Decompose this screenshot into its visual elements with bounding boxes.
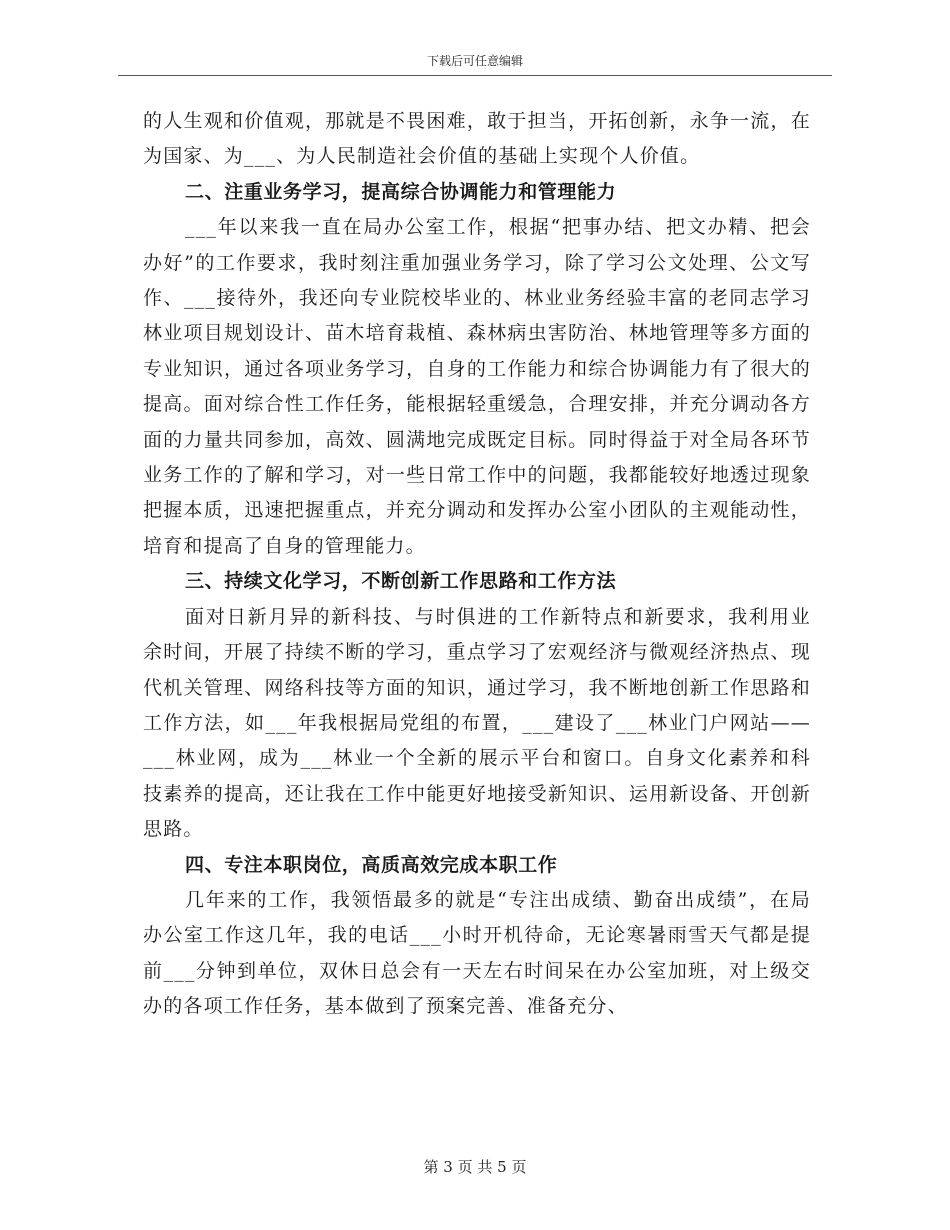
section-heading-2: 二、注重业务学习，提高综合协调能力和管理能力 bbox=[185, 180, 617, 203]
section-heading-4: 四、专注本职岗位，高质高效完成本职工作 bbox=[185, 853, 558, 876]
page-header: 下载后可任意编辑 bbox=[426, 54, 523, 68]
page-number: 第 3 页 共 5 页 bbox=[423, 1158, 527, 1176]
paragraph-continued: 的人生观和价值观，那就是不畏困难，敢于担当，开拓创新，永争一流，在为国家、为___、为人民制造社会价值的基础上实现个人价值。 bbox=[143, 110, 811, 168]
section-heading-3: 三、持续文化学习，不断创新工作思路和工作方法 bbox=[185, 570, 617, 593]
paragraph-culture-study: 面对日新月异的新科技、与时俱进的工作新特点和新要求，我利用业余时间，开展了持续不断的学习，重点学习了宏观经济与微观经济热点、现代机关管理、网络科技等方面的知识，通过学习，我不断地创新工作思路和工作方法，如___年我根据局党组的布置，___建设了___林业门户网站——___林业网，成为___林业一个全新的展示平台和窗口。自身文化素养和科技素养的提高，还让我在工作中能更好地接受新知识、运用新设备、开创新思路。 bbox=[143, 605, 811, 841]
paragraph-job-focus: 几年来的工作，我领悟最多的就是“专注出成绩、勤奋出成绩”，在局办公室工作这几年，我的电话___小时开机待命，无论寒暑雨雪天气都是提前___分钟到单位，双休日总会有一天左右时间呆在办公室加班，对上级交办的各项工作任务，基本做到了预案完善、准备充分、 bbox=[143, 888, 811, 1018]
paragraph-business-study: ___年以来我一直在局办公室工作，根据“把事办结、把文办精、把会办好”的工作要求，我时刻注重加强业务学习，除了学习公文处理、公文写作、___接待外，我还向专业院校毕业的、林业业务经验丰富的老同志学习林业项目规划设计、苗木培育栽植、森林病虫害防治、林地管理等多方面的专业知识，通过各项业务学习，自身的工作能力和综合协调能力有了很大的提高。面对综合性工作任务，能根据轻重缓急，合理安排，并充分调动各方面的力量共同参加，高效、圆满地完成既定目标。同时得益于对全局各环节业务工作的了解和学习，对一些日常工作中的问题，我都能较好地透过现象把握本质，迅速把握重点，并充分调动和发挥办公室小团队的主观能动性，培育和提高了自身的管理能力。 bbox=[143, 216, 811, 557]
document-body bbox=[143, 104, 811, 1025]
header-divider bbox=[118, 75, 832, 76]
